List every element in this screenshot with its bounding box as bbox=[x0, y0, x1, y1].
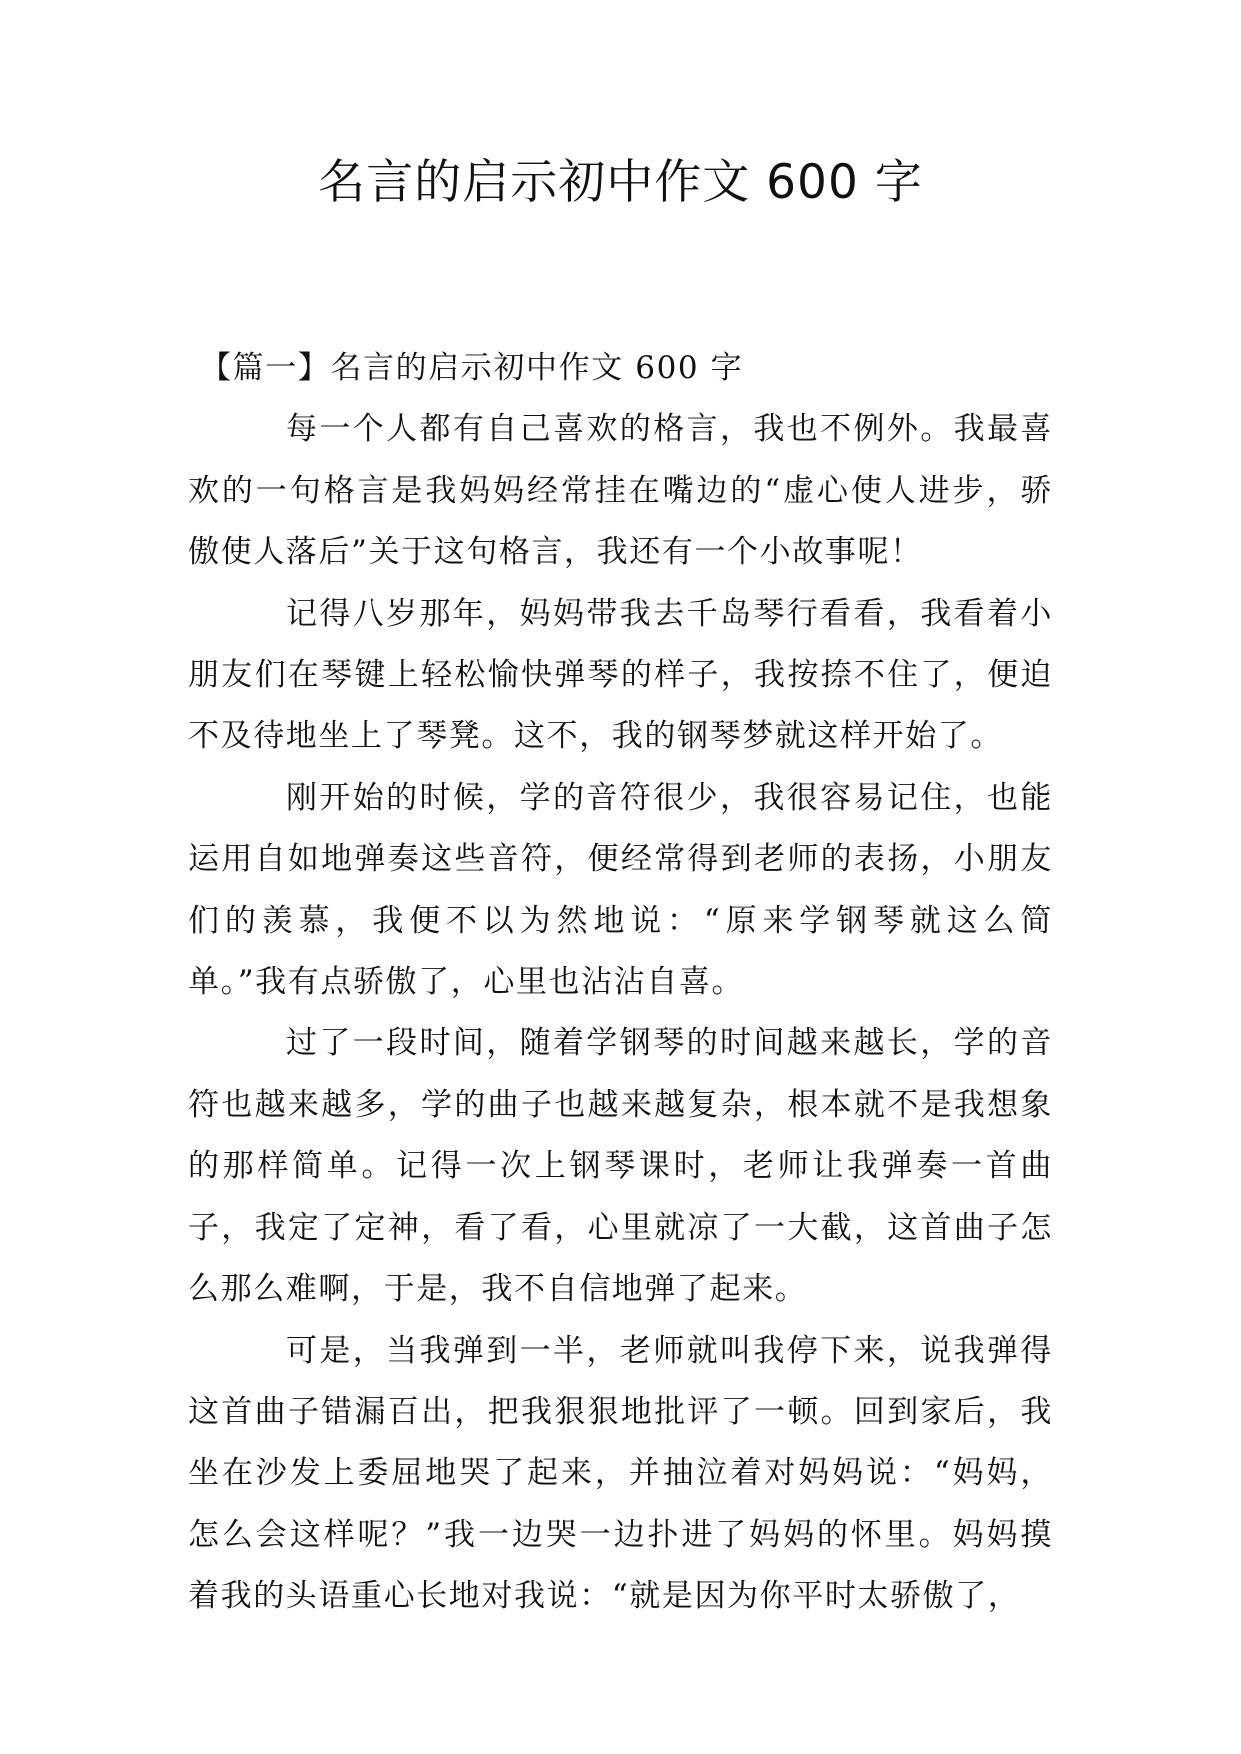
document-body bbox=[188, 338, 1053, 1628]
paragraph: 刚开始的时候，学的音符很少，我很容易记住，也能运用自如地弹奏这些音符，便经常得到老师的表扬，小朋友们的羡慕，我便不以为然地说：“原来学钢琴就这么简单。”我有点骄傲了，心里也沾沾自喜。 bbox=[188, 779, 1053, 1001]
paragraph: 可是，当我弹到一半，老师就叫我停下来，说我弹得这首曲子错漏百出，把我狠狠地批评了一顿。回到家后，我坐在沙发上委屈地哭了起来，并抽泣着对妈妈说：“妈妈，怎么会这样呢？”我一边哭一边扑进了妈妈的怀里。妈妈摸着我的头语重心长地对我说：“就是因为你平时太骄傲了， bbox=[188, 1332, 1053, 1615]
paragraph: 每一个人都有自己喜欢的格言，我也不例外。我最喜欢的一句格言是我妈妈经常挂在嘴边的“虚心使人进步，骄傲使人落后”关于这句格言，我还有一个小故事呢！ bbox=[188, 411, 1053, 571]
paragraph: 过了一段时间，随着学钢琴的时间越来越长，学的音符也越来越多，学的曲子也越来越复杂，根本就不是我想象的那样简单。记得一次上钢琴课时，老师让我弹奏一首曲子，我定了定神，看了看，心里就凉了一大截，这首曲子怎么那么难啊，于是，我不自信地弹了起来。 bbox=[188, 1025, 1053, 1308]
paragraph: 记得八岁那年，妈妈带我去千岛琴行看看，我看着小朋友们在琴键上轻松愉快弹琴的样子，我按捺不住了，便迫不及待地坐上了琴凳。这不，我的钢琴梦就这样开始了。 bbox=[188, 595, 1053, 755]
section-heading: 【篇一】名言的启示初中作文 600 字 bbox=[200, 350, 744, 386]
document-title: 名言的启示初中作文 600 字 bbox=[318, 155, 923, 210]
